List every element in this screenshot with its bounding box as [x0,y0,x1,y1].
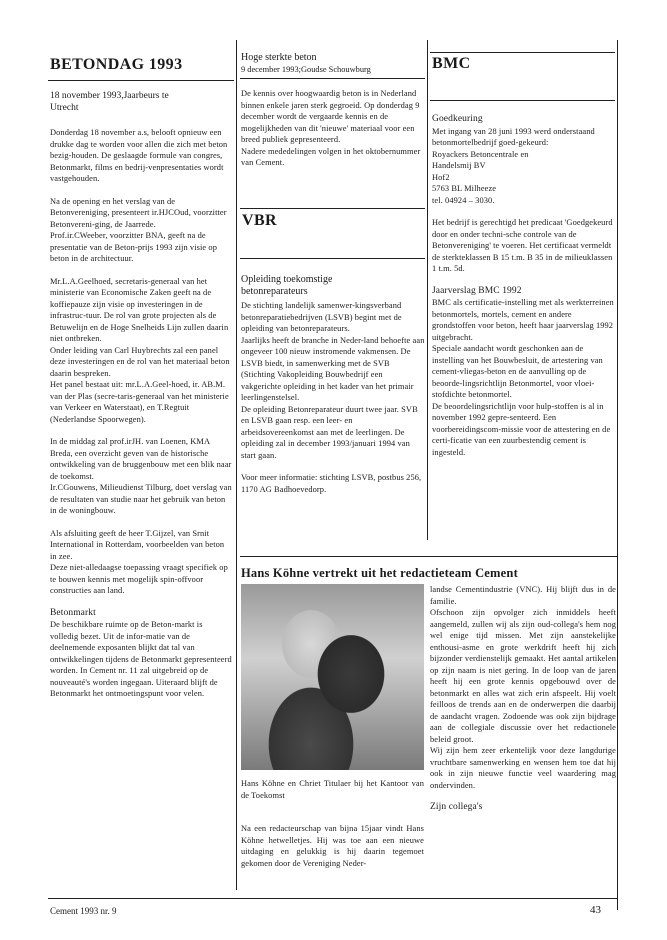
goedkeuring-text: Met ingang van 28 juni 1993 werd onderstaand betonmortelbedrijf goed-gekeurd: [432,126,595,147]
article-title [241,564,617,582]
hoge-sterkte-title: Hoge sterkte beton [241,52,317,63]
betondag-paragraph: Donderdag 18 november a.s, belooft opnieuw een drukke dag te worden voor allen die zich met beton bezig-houden. De geslaagde formule van congres, Betonmarkt, films en bedrij-venpresentaties wordt vastgehouden. [50,128,228,183]
betonmarkt-text: De beschikbare ruimte op de Beton-markt is volledig bezet. Uit de infor-matie van de deelnemende exposanten blijkt dat tal van ontwikkelingen tijdens de Betonmarkt gepresenteerd worden. In Cement nr. 11 zal uitgebreid op de nouveauté's worden ingegaan. Uiteraard blijft de Betonmarkt het ontmoetingspunt voor velen. [50,620,232,698]
article-photo [241,584,424,770]
bmc-rule-top [430,52,615,53]
article-right-paragraph: landse Cementindustrie (VNC). Hij blijft dus in de familie. Ofschoon zijn opvolger zich inmiddels heeft aangemeld, zullen wij als zijn oud-collega's hem nog wel enige tijd missen. Met zijn aanstekelijke enthousi-asme en grote werkdrift heeft hij zich bijzonder verdienstelijk gemaakt. Het aantal artikelen op zijn naam is niet gering. In de loop van de jaren heeft hij een grote kennis opgebouwd over de betonmarkt en alles wat zich erin afspeelt. Hij voelt feilloos de trends aan en de onderwerpen die daarbij de aandacht vragen. Zodoende was ook zijn bijdrage aan de collegiale discussie over het redactionele beleid groot. Wij zijn hem zeer erkentelijk voor deze langdurige vruchtbare samenwerking en wensen hem toe dat hij ook in zijn nieuwe functie veel waardering mag ondervinden. [430,585,616,790]
betondag-body [50,127,232,700]
betondag-title [50,56,182,74]
footer-left [50,901,117,919]
bmc-title-text: BMC [432,55,471,72]
article-left-text [241,823,424,869]
article-right-text [430,584,616,814]
footer-page [590,900,601,918]
vbr-rule-top [240,208,425,209]
hoge-sterkte-rule [240,78,425,79]
bmc-rule-bottom [430,100,615,101]
bmc-title [432,55,471,73]
betondag-paragraph: Na de opening en het verslag van de Betonvereniging, presenteert ir.HJCOud, voorzitter Betonvereni-ging, de Jaarrede. Prof.ir.CWeeber, voorzitter BNA, geeft na de presentatie van de Beton-prijs 1993 zijn visie op beton in de architectuur. [50,196,227,263]
betondag-paragraph: In de middag zal prof.irJH. van Loenen, KMA Breda, een overzicht geven van de historische ontwikkeling van de bruggenbouw met een blik naar de toekomst. Ir.CGouwens, Milieudienst Tilburg, doet verslag van de resultaten van studie naar het gebruik van beton in de woningbouw. [50,437,232,515]
betondag-date-text: 18 november 1993,Jaarbeurs te Utrecht [50,91,169,113]
article-caption-text: Hans Köhne en Chriet Titulaer bij het Kantoor van de Toekomst [241,779,424,800]
page-number: 43 [590,904,601,916]
goedkeuring-text-2: Het bedrijf is gerechtigd het predicaat 'Goedgekeurd door en onder techni-sche controle van de Betonvereniging' te voeren. Het certificaat vermeldt de sterkteklassen B 15 t.m. B 35 in de milieuklassen 1 t.m. 5d. [432,218,613,273]
vbr-contact: Voor meer informatie: stichting LSVB, postbus 256, 1170 AG Badhoevedorp. [241,473,422,494]
jaarverslag-text: BMC als certificatie-instelling met als werkterreinen betonmortels, mortels, cement en andere grondstoffen voor beton, heeft haar jaarverslag 1992 uitgebracht. Speciale aandacht wordt geschonken aan de instelling van het Bouwbesluit, de artestering van cement-vliegas-beton en de aanvulling op de beoorde-lingsrichtlijn Betonmortel, voor vloei-stofdichte betonmortel. De beoordelingsrichtlijn voor hulp-stoffen is al in november 1992 gepre-senteerd. Een voorbereidingscom-missie voor de attestering en de certi-ficatie van een zuurbestendig cement is ingesteld. [432,298,614,457]
betondag-rule [48,80,234,81]
vbr-body [241,300,425,495]
article-signature: Zijn collega's [430,802,483,812]
footer-rule [48,898,617,899]
footer-left-text: Cement 1993 nr. 9 [50,906,117,916]
article-left-paragraph: Na een redacteurschap van bijna 15jaar vindt Hans Köhne hetwelletjes. Hij was toe aan een nieuwe uitdaging en gelukkig is hij daarin tegemoet gekomen door de Vereniging Neder- [241,824,424,868]
article-caption [241,778,424,801]
betondag-paragraph: Als afsluiting geeft de heer T.Gijzel, van Srnit International in Rotterdam, voorbeelden van beton in zee. Deze niet-alledaagse toepassing vraagt specifiek op te bouwen kennis met mogelijk spin-offvoor constructies aan land. [50,528,228,595]
hoge-sterkte-body [241,88,425,169]
vbr-subheading [241,274,425,298]
vbr-text: De stichting landelijk samenwer-kingsverband betonreparatiebedrijven (LSVB) begint met de opleiding van betonreparateurs. Jaarlijks heeft de branche in Neder-land behoefte aan ongeveer 100 nieuw instromende vakmensen. De LSVB biedt, in samenwerking met de SVB (Stichting Vakopleiding Bouwbedrijf een vakgerichte opleiding in het kader van het primair leerlingenstelsel. De opleiding Betonreparateur duurt twee jaar. SVB en LSVB gaan resp. een leer- en arbeidsovereenkomst aan met de leerlingen. De opleiding zal in december 1993/januari 1994 van start gaan. [241,301,425,460]
vbr-title [242,212,277,230]
page-edge-rule [617,40,618,910]
article-title-text: Hans Köhne vertrekt uit het redactieteam Cement [241,566,518,580]
betondag-date [50,91,230,114]
bmc-body [432,114,616,458]
article-rule [240,556,617,557]
bmc-address: Royackers Betoncentrale en Handelsmij BV Hof2 5763 BL Milheeze tel. 04924 – 3030. [432,149,529,205]
betonmarkt-heading: Betonmarkt [50,607,96,618]
goedkeuring-heading: Goedkeuring [432,114,483,124]
column-rule-right [427,40,428,540]
betondag-title-text: BETONDAG 1993 [50,56,183,73]
jaarverslag-heading: Jaarverslag BMC 1992 [432,285,522,296]
hoge-sterkte-text: De kennis over hoogwaardig beton is in Nederland binnen enkele jaren sterk gegroeid. Op donderdag 9 december wordt de vergaarde kennis en de mogelijkheden van dit 'nieuwe' materiaal voor een breed publiek gepresenteerd. Nadere mededelingen volgen in het oktobernummer van Cement. [241,89,421,167]
betondag-paragraph: Mr.L.A.Geelhoed, secretaris-generaal van het ministerie van Economische Zaken geeft na de koffiepauze zijn visie op investeringen in de infrastruc-tuur. De rol van grote projecten als de Betuwelijn en de Hoge Snelheids Lijn zullen daarin niet ontbreken. Onder leiding van Carl Huybrechts zal een panel deze investeringen en de rol van het materiaal beton daarin bespreken. Het panel bestaat uit: mr.L.A.Geel-hoed, ir. AB.M. van der Plas (secre-taris-generaal van het ministerie van Verkeer en Waterstaat), en T.Regtuit (Nederlandse Spoorwegen). [50,276,230,424]
column-rule-left [236,40,237,890]
vbr-title-text: VBR [242,212,277,229]
vbr-subheading-text: Opleiding toekomstige betonreparateurs [241,274,333,297]
hoge-sterkte-date: 9 december 1993;Goudse Schouwburg [241,65,371,74]
hoge-sterkte-heading [241,52,425,75]
vbr-rule-bottom [240,258,425,259]
